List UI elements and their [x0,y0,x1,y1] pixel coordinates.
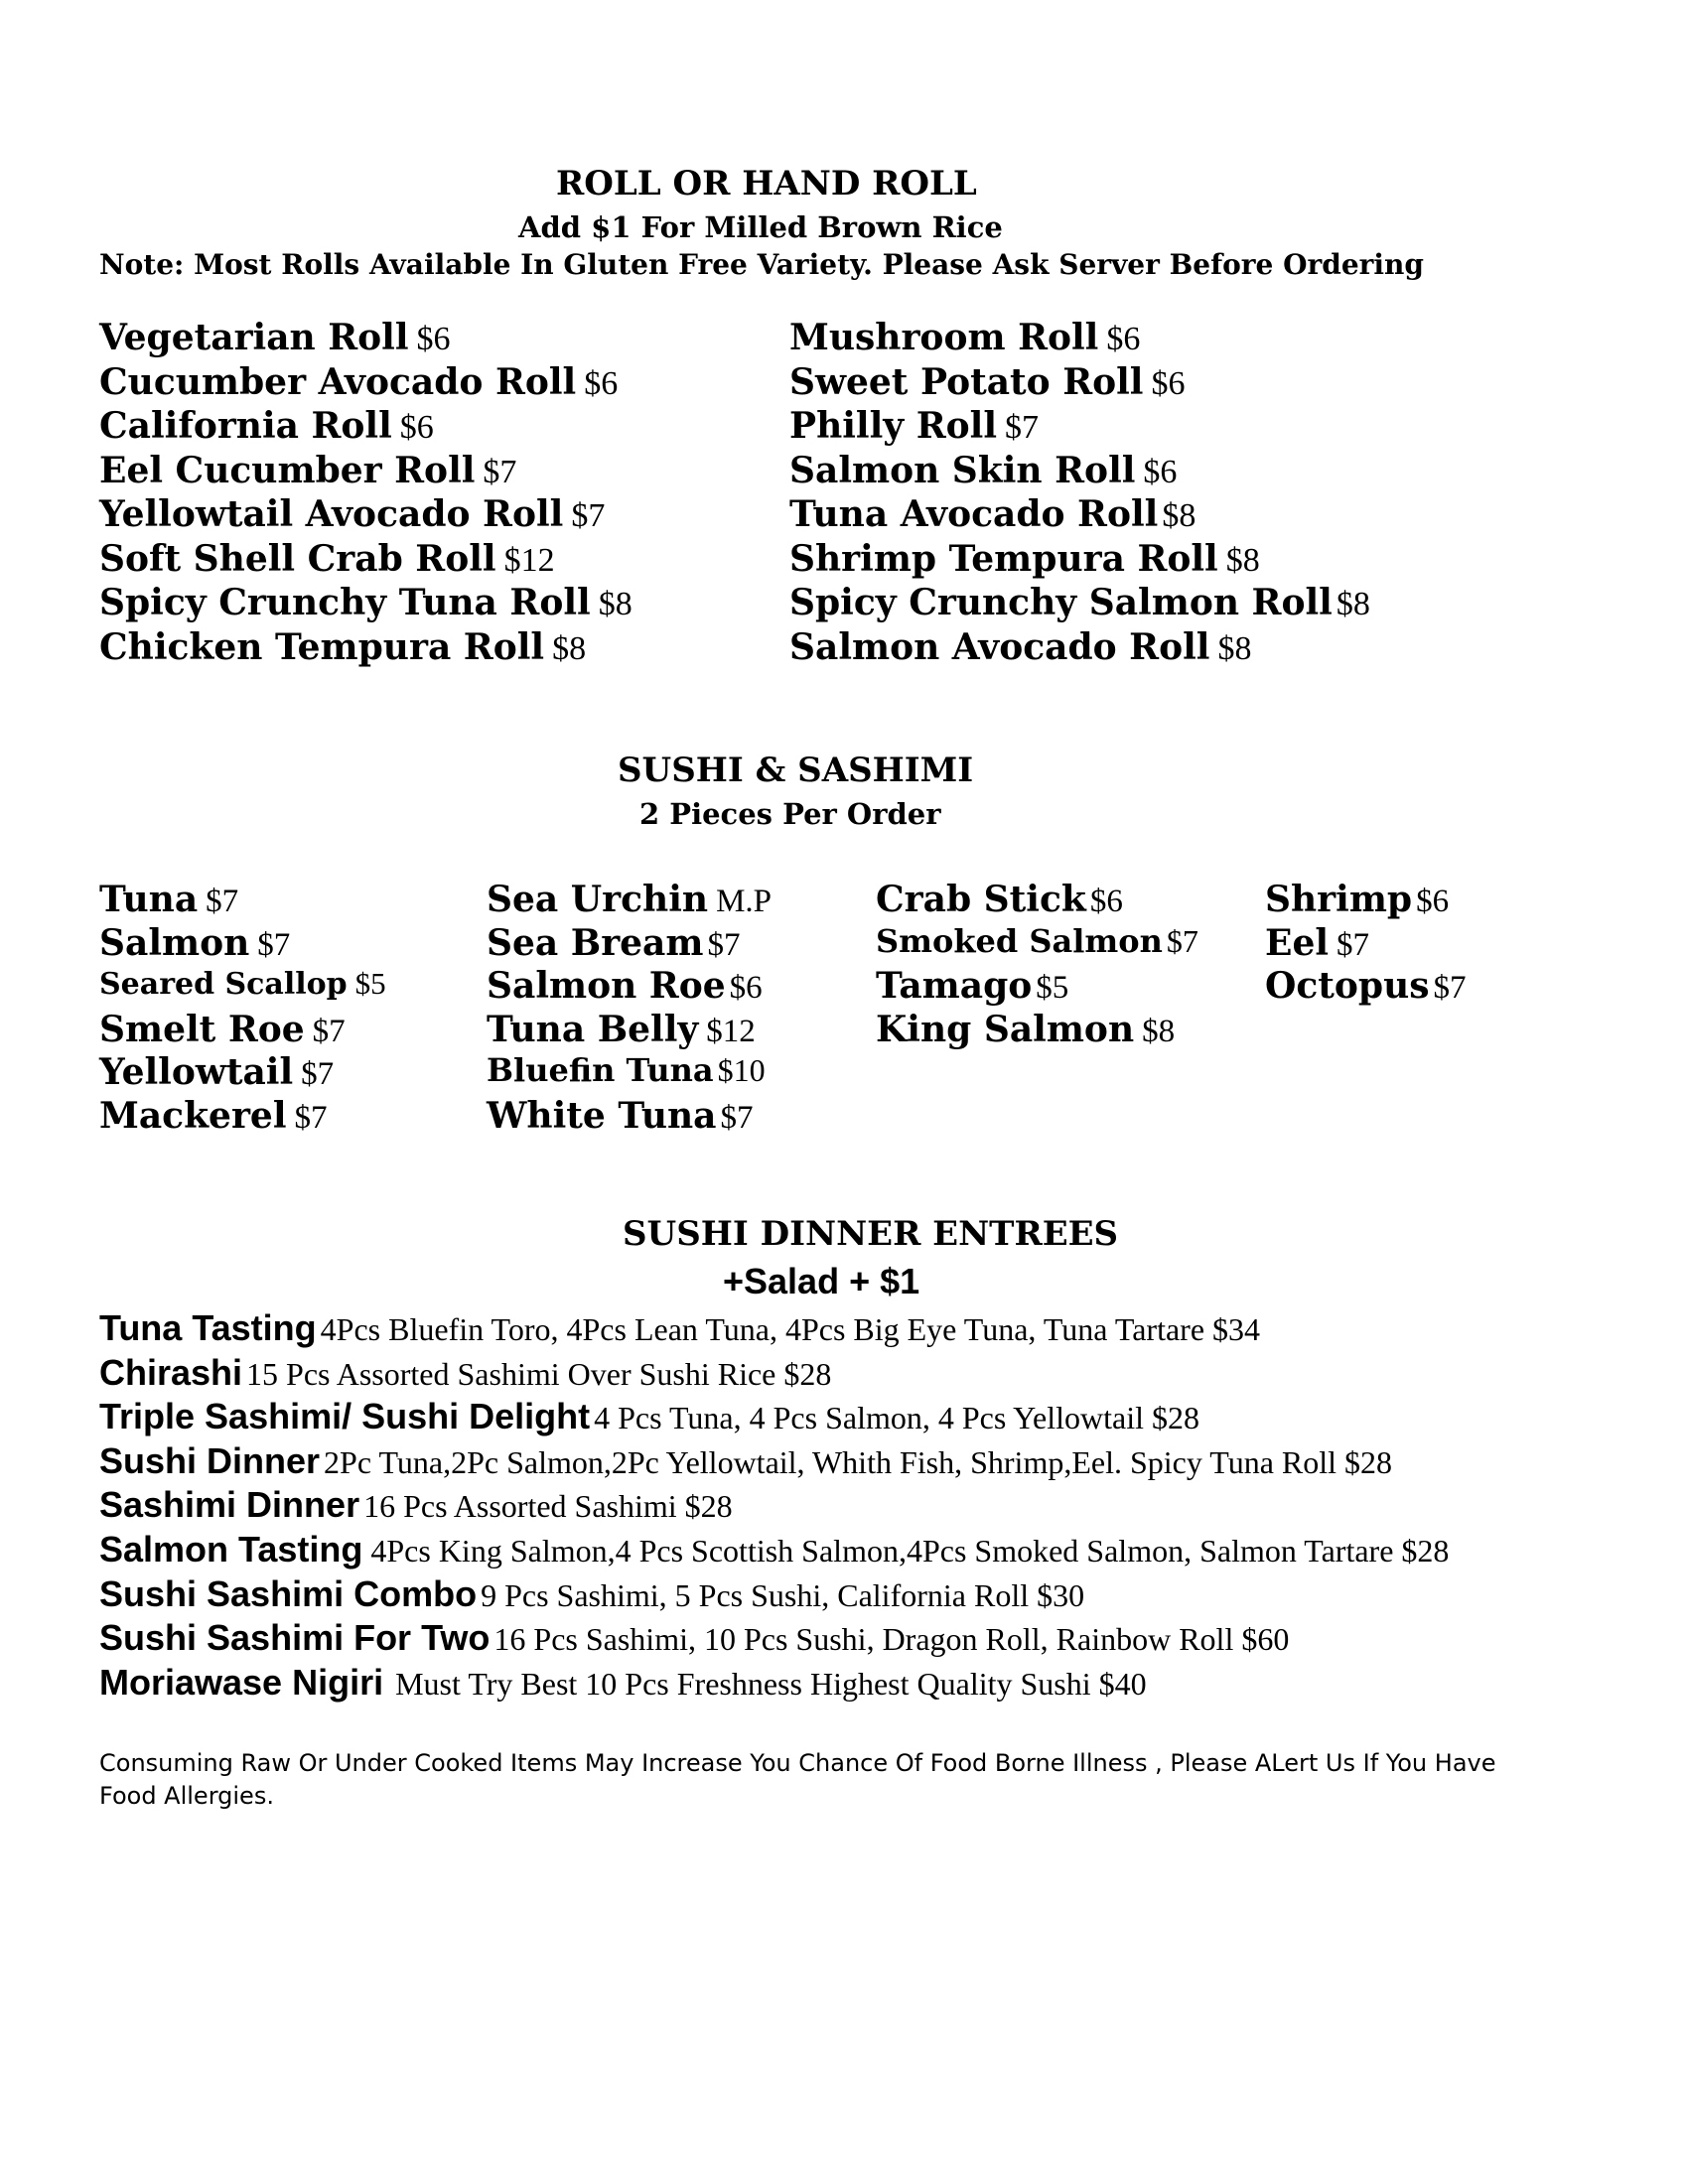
item-price: $8 [1336,586,1370,622]
entree-item [99,1617,1449,1665]
item-name: Mushroom Roll [789,317,1099,358]
item-name: Sea Bream [487,921,704,964]
menu-item [99,405,633,453]
entree-name: Sushi Sashimi Combo [99,1572,478,1614]
entree-description: 4Pcs Bluefin Toro, 4Pcs Lean Tuna, 4Pcs Big Eye Tuna, Tuna Tartare $34 [320,1311,1261,1347]
item-name: Salmon Skin Roll [789,449,1136,491]
menu-item [99,1051,386,1098]
entree-name: Sushi Dinner [99,1439,321,1481]
item-price: $12 [706,1013,756,1049]
entree-description: Must Try Best 10 Pcs Freshness Highest Quality Sushi $40 [395,1665,1147,1702]
entree-item [99,1528,1450,1576]
item-name: Tuna Avocado Roll [789,493,1159,535]
item-name: Salmon Roe [487,965,726,1008]
entree-name: Triple Sashimi/ Sushi Delight [99,1396,591,1437]
item-price: $7 [294,1099,328,1136]
item-price: $7 [1433,970,1467,1007]
item-name: Smoked Salmon [876,921,1163,960]
rolls-left-column [99,317,633,673]
menu-item [487,1051,772,1098]
item-price: $7 [301,1056,335,1093]
menu-item [487,1094,772,1142]
allergy-disclaimer: Consuming Raw Or Under Cooked Items May Increase You Chance Of Food Borne Illness , Please ALert Us If You Have Food Allergies. [99,1749,1496,1810]
menu-item [99,625,633,674]
menu-item [487,921,772,969]
item-name: Yellowtail [99,1051,294,1094]
menu-item [99,879,386,925]
item-name: Yellowtail Avocado Roll [99,493,564,535]
item-price: $7 [707,926,741,963]
item-price: $6 [1089,884,1123,919]
item-price: $7 [312,1013,346,1049]
item-name: Shrimp [1265,879,1413,920]
sushi-column-1 [99,879,386,1142]
item-name: Shrimp Tempura Roll [789,537,1218,580]
entree-description: 16 Pcs Sashimi, 10 Pcs Sushi, Dragon Roll, Rainbow Roll $60 [493,1621,1290,1658]
menu-item [99,582,633,629]
entrees-title: SUSHI DINNER ENTREES [623,1214,1119,1254]
item-price: $10 [717,1052,766,1089]
sushi-column-4 [1265,879,1467,1012]
item-price: $6 [1143,453,1178,490]
menu-item [487,965,772,1012]
entree-description: 4 Pcs Tuna, 4 Pcs Salmon, 4 Pcs Yellowtail $28 [594,1400,1199,1436]
menu-item [876,879,1198,925]
item-price: $7 [571,497,606,534]
entree-name: Salmon Tasting [99,1528,363,1570]
item-price: $6 [1151,364,1186,402]
menu-item [789,625,1370,674]
item-price: $8 [552,629,587,667]
item-price: $8 [1225,541,1260,579]
item-price: $6 [416,321,451,357]
item-name: King Salmon [876,1008,1135,1050]
menu-item [1265,879,1467,925]
item-name: Tuna Belly [487,1008,699,1050]
item-name: Crab Stick [876,879,1086,920]
menu-item [876,921,1198,969]
entree-name: Sashimi Dinner [99,1484,360,1526]
item-price: $6 [399,409,434,446]
entree-name: Sushi Sashimi For Two [99,1617,491,1659]
menu-item [789,317,1370,364]
item-price: $8 [1217,629,1252,667]
item-name: Vegetarian Roll [99,317,409,358]
item-price: $8 [1162,497,1196,534]
item-name: Cucumber Avocado Roll [99,360,577,403]
item-price: $7 [483,453,517,490]
menu-item [99,968,386,1012]
entree-name: Chirashi [99,1351,243,1393]
item-price: $7 [1005,409,1040,446]
item-name: Sea Urchin [487,879,709,920]
menu-item [1265,921,1467,969]
item-name: Sweet Potato Roll [789,360,1144,403]
item-price: $12 [503,541,555,579]
item-price: $7 [206,884,239,919]
item-name: White Tuna [487,1094,717,1137]
item-name: Soft Shell Crab Roll [99,537,496,580]
entrees-list [99,1307,1450,1708]
item-name: Salmon Avocado Roll [789,625,1210,668]
item-name: Chicken Tempura Roll [99,625,545,668]
item-name: California Roll [99,405,392,447]
item-name: Spicy Crunchy Salmon Roll [789,582,1333,623]
entree-item [99,1661,1449,1709]
rolls-subtitle: Add $1 For Milled Brown Rice [518,210,1003,244]
sushi-subtitle: 2 Pieces Per Order [639,797,941,831]
menu-item [1265,965,1467,1012]
item-price: M.P [716,884,773,919]
menu-item [789,405,1370,453]
menu-item [789,537,1370,586]
menu-item [876,965,1198,1012]
item-price: $6 [584,364,619,402]
item-price: $5 [354,966,386,1002]
menu-item [99,921,386,969]
entree-description: 9 Pcs Sashimi, 5 Pcs Sushi, California Roll $30 [481,1576,1085,1613]
item-name: Spicy Crunchy Tuna Roll [99,582,591,623]
entree-name: Tuna Tasting [99,1307,317,1348]
item-name: Seared Scallop [99,967,348,1003]
item-name: Bluefin Tuna [487,1051,714,1090]
item-price: $7 [1166,922,1198,959]
menu-item [99,493,633,541]
menu-item [487,1008,772,1055]
item-price: $7 [720,1099,754,1136]
entree-description: 16 Pcs Assorted Sashimi $28 [363,1488,733,1525]
entree-description: 4Pcs King Salmon,4 Pcs Scottish Salmon,4Pcs Smoked Salmon, Salmon Tartare $28 [370,1532,1450,1569]
item-price: $7 [257,926,291,963]
sushi-title: SUSHI & SASHIMI [618,751,974,790]
menu-item [99,449,633,497]
menu-item [487,879,773,925]
menu-item [789,493,1370,541]
menu-item [99,537,633,586]
item-name: Eel Cucumber Roll [99,449,476,491]
item-name: Salmon [99,921,250,964]
entree-item [99,1351,1449,1400]
menu-item [789,360,1370,409]
item-price: $6 [1106,321,1141,357]
entree-item [99,1396,1449,1443]
entree-item [99,1572,1449,1621]
entree-description: 2Pc Tuna,2Pc Salmon,2Pc Yellowtail, Whith Fish, Shrimp,Eel. Spicy Tuna Roll $28 [324,1443,1393,1480]
item-name: Philly Roll [789,405,998,447]
item-price: $7 [1336,926,1370,963]
sushi-column-3 [876,879,1198,1054]
menu-item [99,360,633,409]
rolls-right-column [789,317,1370,673]
menu-item [99,1094,386,1142]
item-price: $6 [729,970,763,1007]
entree-description: 15 Pcs Assorted Sashimi Over Sushi Rice $28 [246,1355,832,1392]
item-price: $8 [1142,1013,1176,1049]
menu-item [789,449,1370,497]
entree-item [99,1484,1449,1532]
rolls-note: Note: Most Rolls Available In Gluten Free Variety. Please Ask Server Before Ordering [99,248,1424,281]
sushi-column-2 [487,879,773,1142]
item-name: Smelt Roe [99,1008,305,1050]
entree-item [99,1307,1449,1355]
item-name: Tamago [876,965,1033,1008]
item-name: Tuna [99,879,199,920]
item-price: $6 [1416,884,1450,919]
menu-item [99,1008,386,1055]
entree-item [99,1439,1449,1488]
entrees-subtitle: +Salad + $1 [723,1261,920,1301]
menu-item [99,317,633,364]
entree-name: Moriawase Nigiri [99,1661,384,1703]
menu-item [789,582,1370,629]
item-price: $5 [1036,970,1069,1007]
rolls-title: ROLL OR HAND ROLL [556,164,977,204]
item-name: Octopus [1265,965,1430,1008]
menu-item [876,1008,1198,1055]
item-name: Mackerel [99,1094,287,1137]
item-name: Eel [1265,921,1330,964]
item-price: $8 [598,586,633,622]
